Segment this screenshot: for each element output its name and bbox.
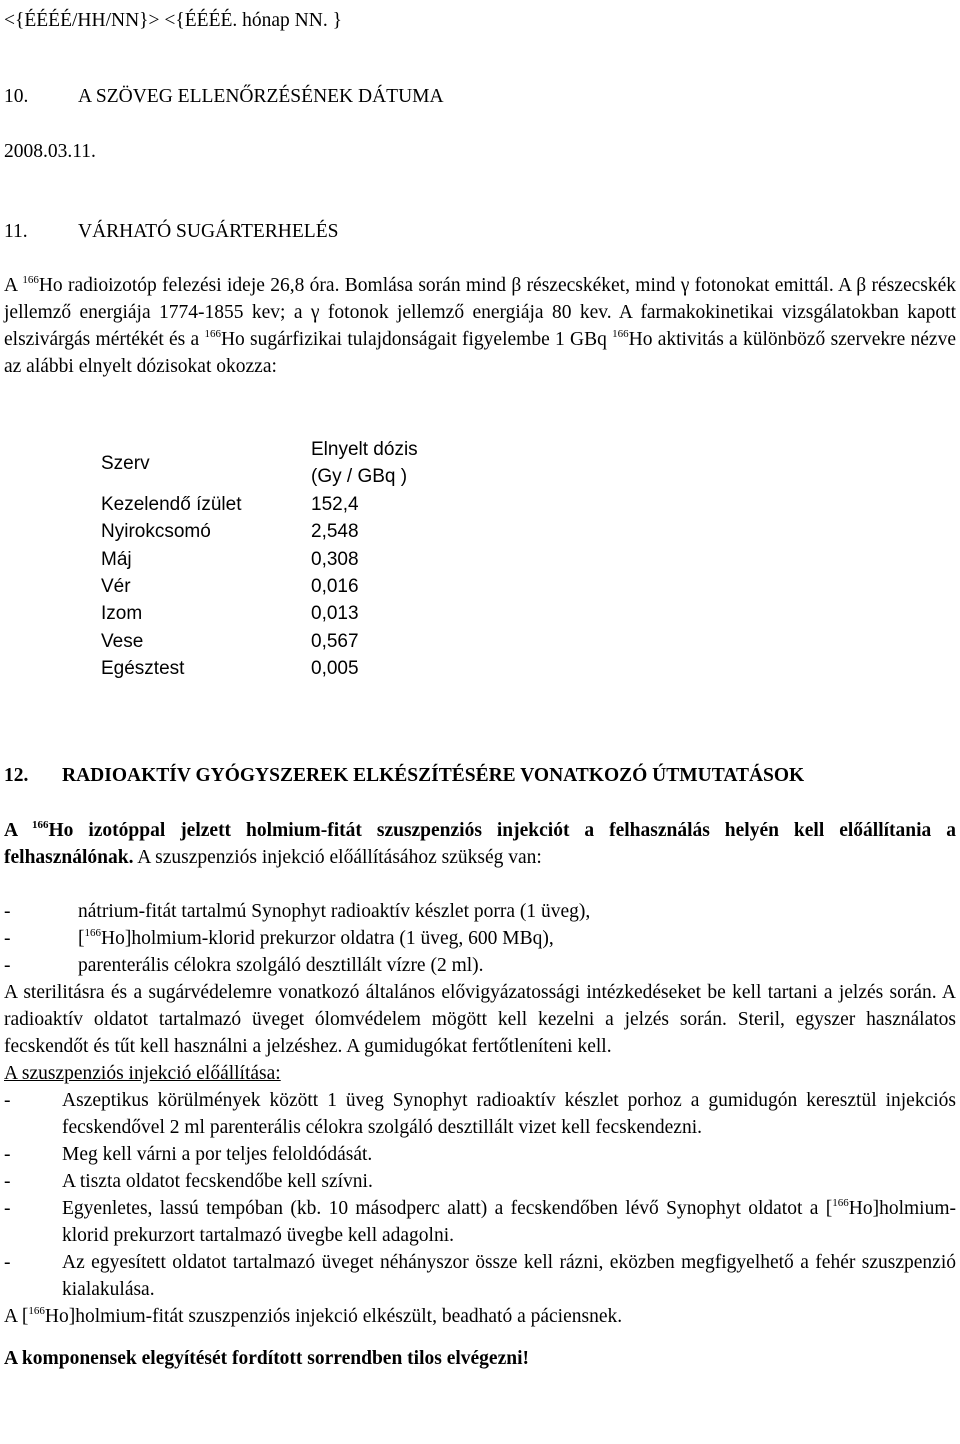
final-statement: A [$^{166}$Ho]holmium-fitát szuszpenziós injekció elkészült, beadható a páciensnek.	[4, 1305, 623, 1327]
section-11-heading	[4, 218, 338, 245]
section-10-heading	[4, 83, 444, 110]
header-organ: Szerv	[101, 453, 150, 474]
list-item: - Aszeptikus körülmények között 1 üveg Synophyt radioaktív készlet porhoz a gumidugón keresztül injekciós fecskendővel 2 ml parenterális célokra szolgáló desztillált vizet kell fecskendezni.	[4, 1090, 956, 1138]
list-item: - nátrium-fitát tartalmú Synophyt radioaktív készlet porra (1 üveg),	[4, 901, 591, 922]
list-item: - parenterális célokra szolgáló desztillált vízre (2 ml).	[4, 955, 484, 976]
list-item: - Egyenletes, lassú tempóban (kb. 10 másodperc alatt) a fecskendőben lévő Synophyt oldatot a [$^{166}$Ho]holmium-klorid prekurzort tartalmazó üvegbe kell adagolni.	[4, 1197, 956, 1246]
dose-table	[101, 436, 418, 683]
table-row: Máj 0,308	[101, 548, 359, 570]
revision-date: 2008.03.11.	[4, 141, 96, 162]
list-item: - Meg kell várni a por teljes feloldódását.	[4, 1144, 373, 1165]
table-row: Vese 0,567	[101, 630, 359, 652]
table-row: Egésztest 0,005	[101, 658, 359, 680]
section-title: A SZÖVEG ELLENŐRZÉSÉNEK DÁTUMA	[78, 86, 444, 107]
table-row: Izom 0,013	[101, 603, 359, 625]
list-item: - Az egyesített oldatot tartalmazó üveget néhányszor össze kell rázni, eközben megfigyelhető a fehér szuszpenzió kialakulása.	[4, 1252, 956, 1300]
intro-paragraph: A $^{166}$Ho izotóppal jelzett holmium-fitát szuszpenziós injekciót a felhasználás helyén kell előállítania a felhasználónak. A szuszpenziós injekció előállításához szükség van:	[4, 819, 956, 868]
warning-text: A komponensek elegyítését fordított sorrendben tilos elvégezni!	[4, 1348, 529, 1369]
radiation-paragraph: A $^{166}$Ho radioizotóp felezési ideje 26,8 óra. Bomlása során mind β részecskéket, mind γ fotonokat emittál. A β részecskék jellemző energiája 1774-1855 kev; a γ fotonok jellemző energiája 80 kev. A farmakokinetikai vizsgálatokban kapott elszivárgás mértékét és a $^{166}$Ho sugárfizikai tulajdonságait figyelembe 1 GBq $^{166}$Ho aktivitás a különböző szervekre nézve az alábbi elnyelt dózisokat okozza:	[4, 274, 956, 377]
table-row: Kezelendő ízület 152,4	[101, 493, 359, 515]
sterility-paragraph: A sterilitásra és a sugárvédelemre vonatkozó általános elővigyázatossági intézkedéseket be kell tartani a jelzés során. A radioaktív oldatot tartalmazó üveget ólomvédelem mögött kell kezelni a jelzés során. Steril, egyszer használatos fecskendőt és tűt kell használni a jelzéshez. A gumidugókat fertőtleníteni kell.	[4, 982, 956, 1057]
section-title: RADIOAKTÍV GYÓGYSZEREK ELKÉSZÍTÉSÉRE VONATKOZÓ ÚTMUTATÁSOK	[62, 765, 805, 786]
list-item: - A tiszta oldatot fecskendőbe kell szívni.	[4, 1171, 373, 1192]
table-row: Vér 0,016	[101, 576, 359, 598]
list-item: - [$^{166}$Ho]holmium-klorid prekurzor oldatra (1 üveg, 600 MBq),	[4, 927, 554, 949]
preparation-title: A szuszpenziós injekció előállítása:	[4, 1063, 281, 1084]
table-header	[101, 436, 418, 491]
header-dose: Elnyelt dózis (Gy / GBq )	[311, 439, 418, 488]
document-header: <{ÉÉÉÉ/HH/NN}> <{ÉÉÉÉ. hónap NN. }	[4, 10, 342, 31]
section-number: 12.	[4, 765, 29, 786]
section-number: 10.	[4, 86, 29, 107]
section-number: 11.	[4, 221, 28, 242]
section-12-heading	[4, 762, 804, 789]
section-12-body	[4, 817, 956, 1372]
section-title: VÁRHATÓ SUGÁRTERHELÉS	[78, 221, 339, 242]
table-row: Nyirokcsomó 2,548	[101, 521, 359, 543]
